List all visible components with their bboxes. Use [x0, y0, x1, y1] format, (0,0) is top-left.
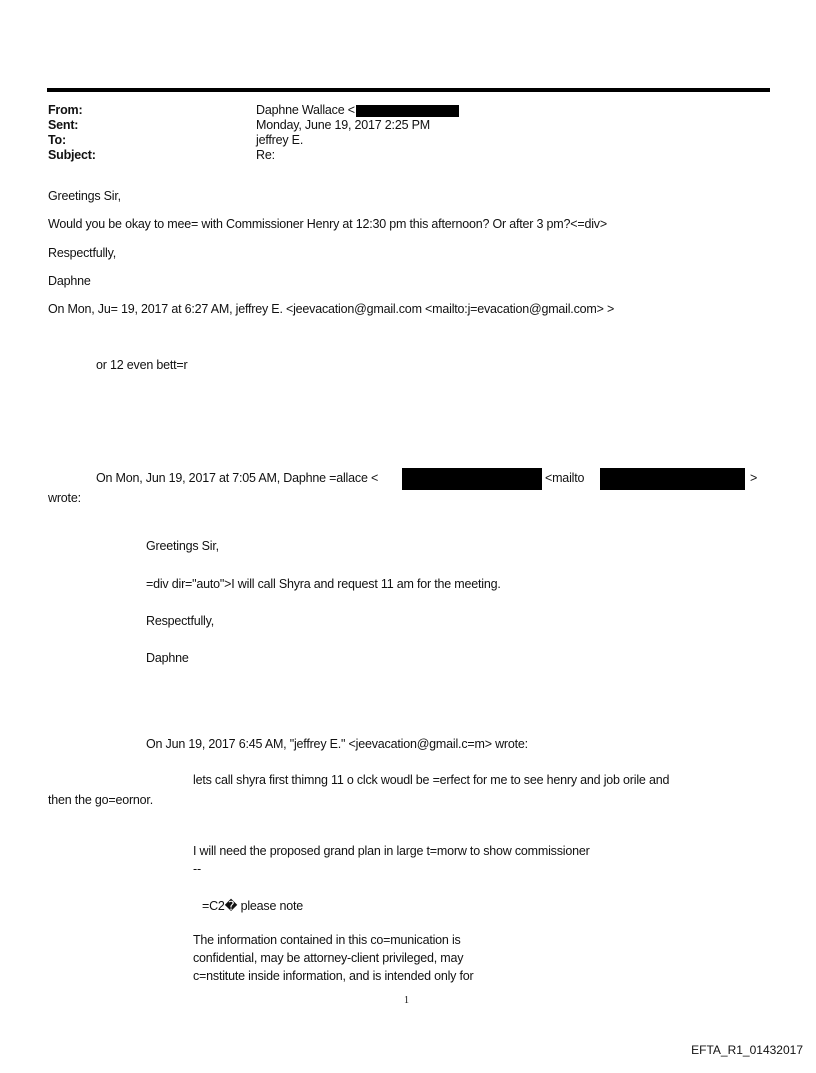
to-label: To:	[48, 133, 66, 147]
page-number: 1	[404, 995, 409, 1006]
quote3-line3: I will need the proposed grand plan in large t=morw to show commissioner	[193, 844, 590, 858]
quote2-greeting: Greetings Sir,	[146, 539, 219, 553]
note: =C2� please note	[202, 899, 304, 913]
greeting: Greetings Sir,	[48, 189, 121, 203]
quote2-closing: Respectfully,	[146, 614, 215, 628]
to-value: jeffrey E.	[256, 133, 304, 147]
sent-label: Sent:	[48, 118, 79, 132]
redaction	[600, 468, 745, 490]
from-row	[256, 103, 459, 118]
subject-label: Subject:	[48, 148, 96, 162]
from-value: Daphne Wallace <	[256, 103, 355, 117]
quote1-text: or 12 even bett=r	[96, 358, 188, 372]
quote1-header: On Mon, Ju= 19, 2017 at 6:27 AM, jeffrey E. <jeevacation@gmail.com <mailto:j=evacation@gmail.com> >	[48, 302, 615, 316]
quote2-header: On Mon, Jun 19, 2017 at 7:05 AM, Daphne =allace <	[96, 471, 379, 485]
quote3-line2: then the go=eornor.	[48, 793, 153, 807]
disclaimer-line: c=nstitute inside information, and is intended only for	[193, 969, 474, 983]
sent-value: Monday, June 19, 2017 2:25 PM	[256, 118, 430, 132]
from-label: From:	[48, 103, 83, 117]
redaction	[402, 468, 542, 490]
disclaimer-line: The information contained in this co=munication is	[193, 933, 461, 947]
quote2-header-end: >	[750, 471, 758, 485]
quote2-text: =div dir="auto">I will call Shyra and request 11 am for the meeting.	[146, 577, 501, 591]
quote2-mailto: <mailto	[545, 471, 585, 485]
quote2-wrote: wrote:	[48, 491, 81, 505]
closing: Respectfully,	[48, 246, 117, 260]
header-rule	[47, 88, 770, 92]
disclaimer-line: confidential, may be attorney-client privileged, may	[193, 951, 464, 965]
quote3-dashes: --	[193, 862, 201, 876]
quote3-header: On Jun 19, 2017 6:45 AM, "jeffrey E." <jeevacation@gmail.c=m> wrote:	[146, 737, 528, 751]
document-id: EFTA_R1_01432017	[691, 1043, 803, 1057]
signature: Daphne	[48, 274, 91, 288]
quote3-line1: lets call shyra first thimng 11 o clck woudl be =erfect for me to see henry and job orile and	[193, 773, 670, 787]
question: Would you be okay to mee= with Commissioner Henry at 12:30 pm this afternoon? Or after 3 pm?<=div>	[48, 217, 607, 231]
redaction	[356, 105, 459, 117]
subject-value: Re:	[256, 148, 275, 162]
quote2-signature: Daphne	[146, 651, 189, 665]
